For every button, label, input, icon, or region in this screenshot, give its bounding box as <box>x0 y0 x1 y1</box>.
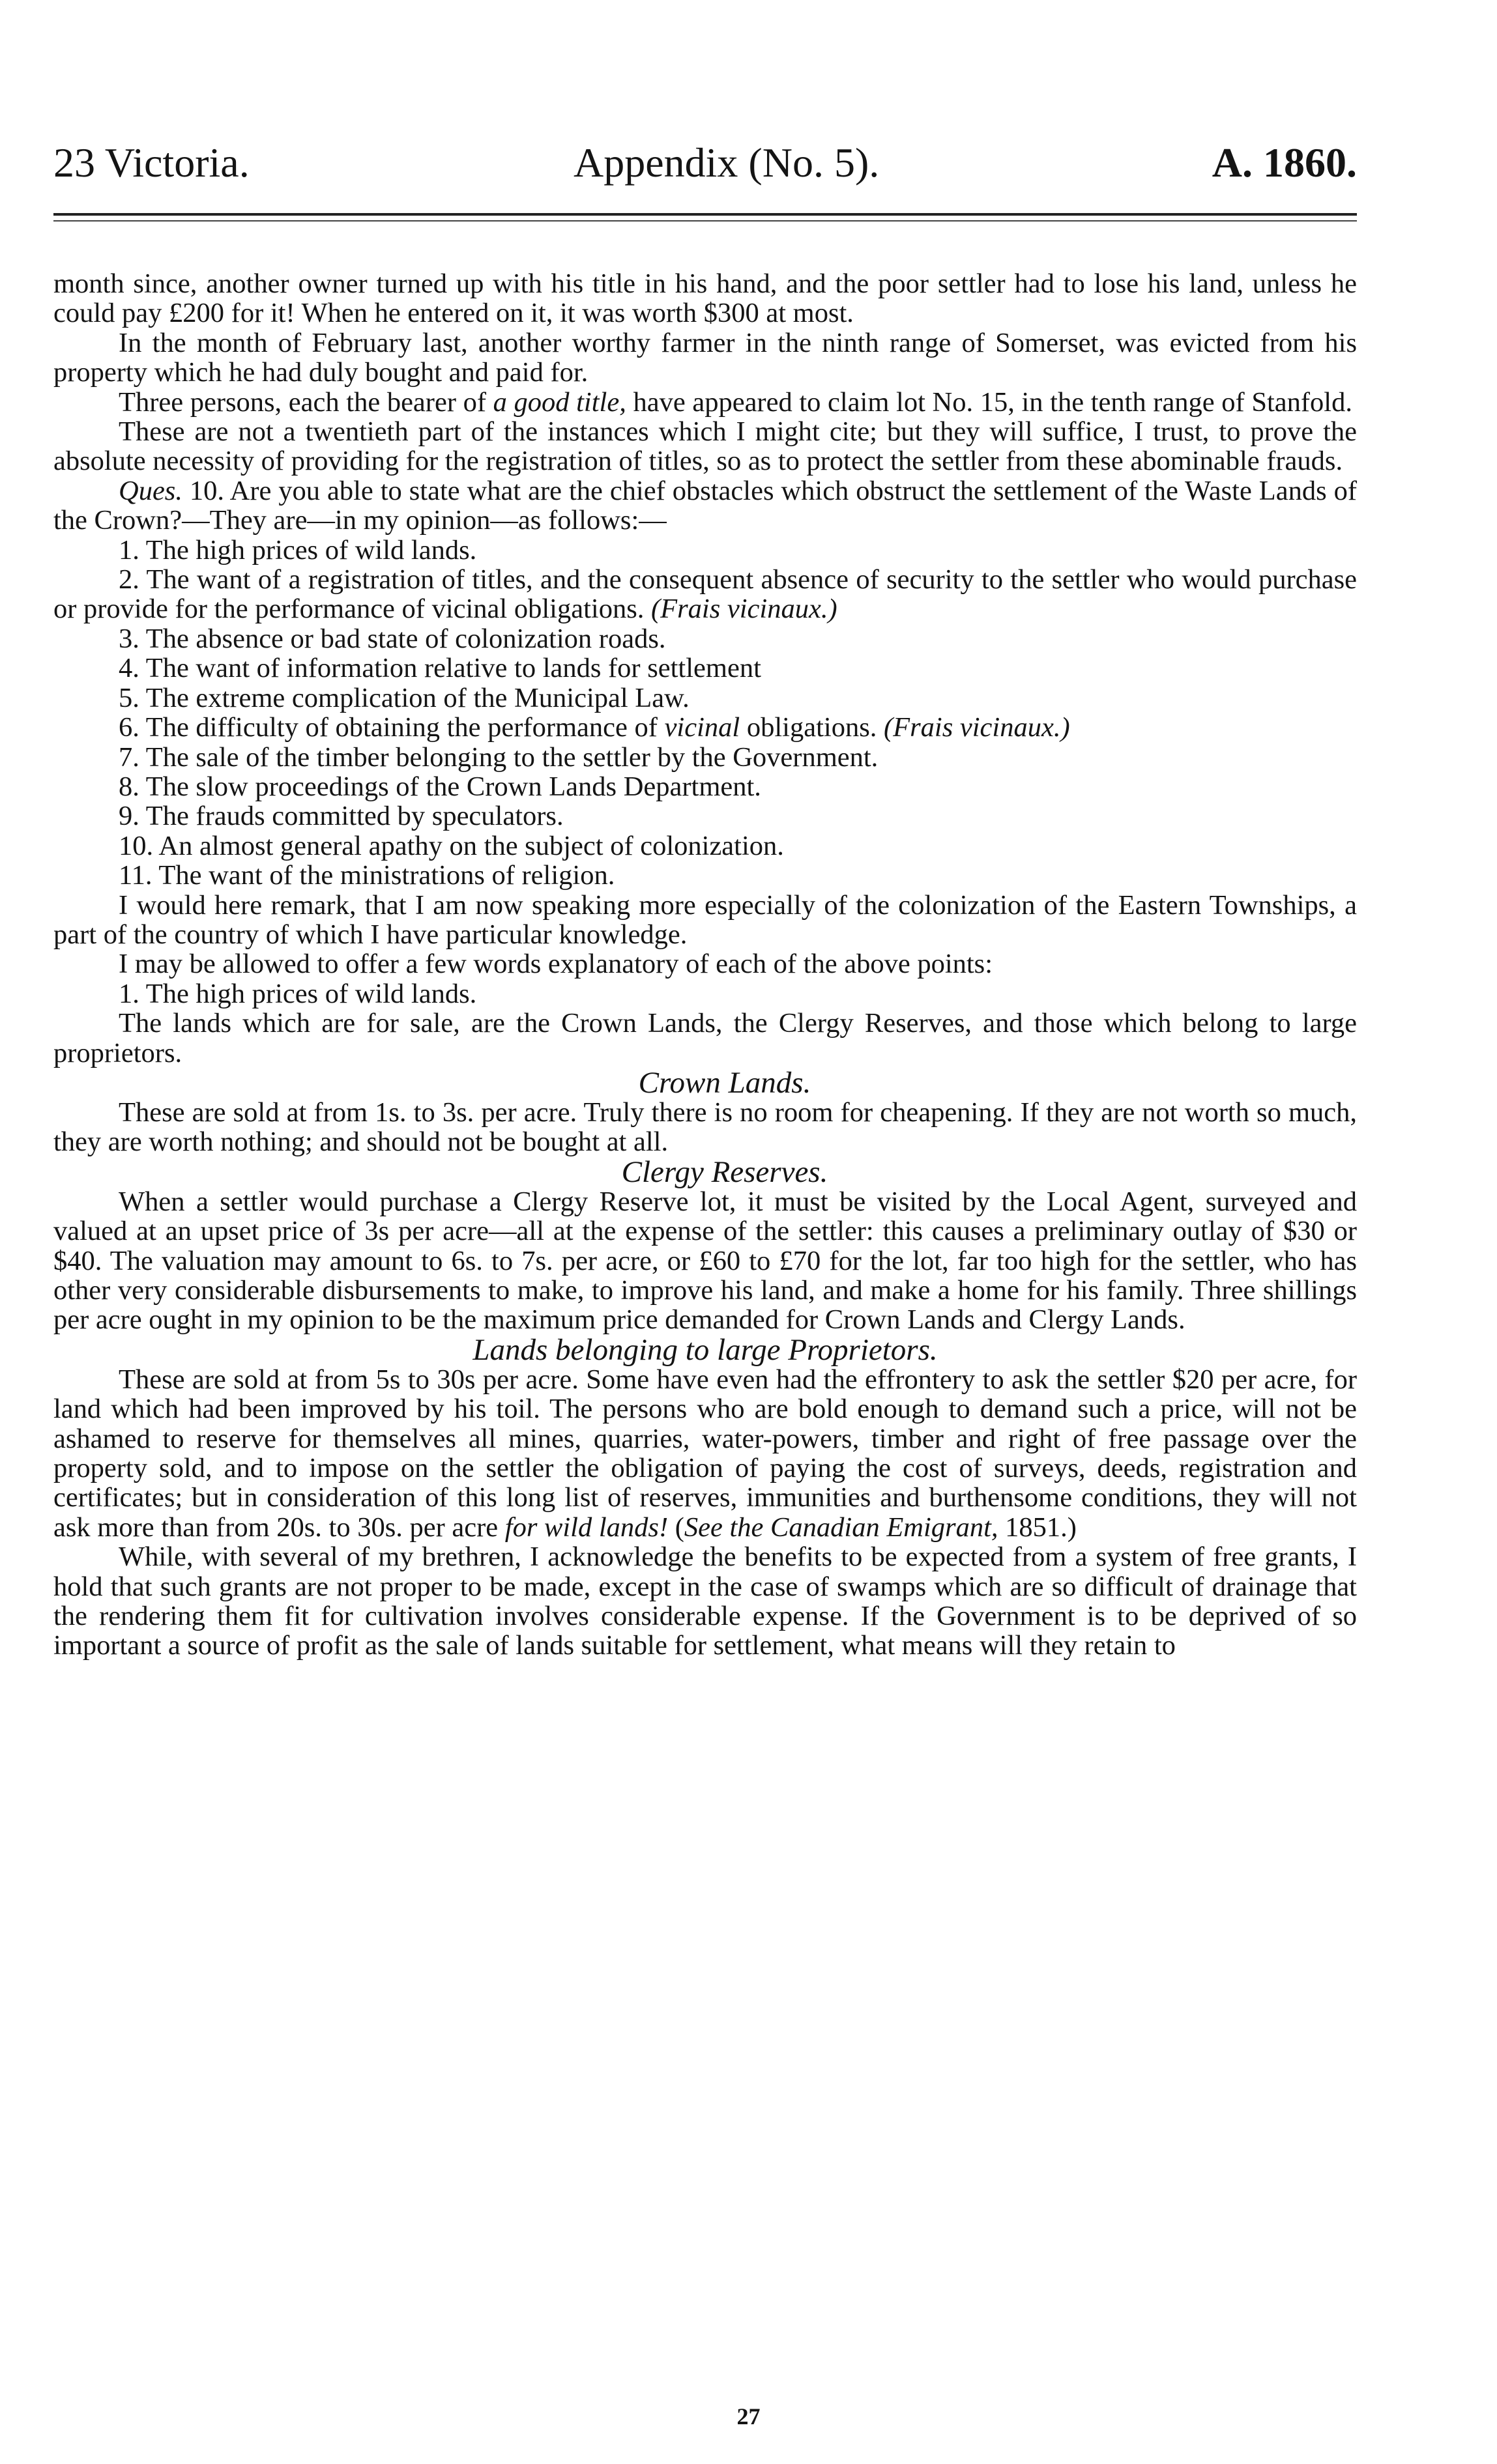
header-rule-thin <box>53 220 1357 222</box>
list-item: 11. The want of the ministrations of religion. <box>119 860 615 891</box>
paragraph: When a settler would purchase a Clergy Reserve lot, it must be visited by the Local Agent, surveyed and valued at an upset price of 3s per acre—all at the expense of the settler: this causes a preliminary outlay of $30 or $40. The valuation may amount to 6s. to 7s. per acre, or £60 to £70 for the lot, far too high for the settler, who has other very considerable disbursements to make, to improve his land, and make a home for his family. Three shillings per acre ought in my opinion to be the maximum price demanded for Crown Lands and Clergy Lands. <box>53 1186 1357 1336</box>
paragraph: The lands which are for sale, are the Crown Lands, the Clergy Reserves, and those which belong to large proprietors. <box>53 1008 1357 1068</box>
page-number: 27 <box>736 2403 761 2429</box>
body-text <box>53 269 1357 1661</box>
paragraph: I would here remark, that I am now speaking more especially of the colonization of the Eastern Townships, a part of the country of which I have particular knowledge. <box>53 889 1357 950</box>
question-label: Ques. <box>119 475 182 506</box>
list-item: 2. The want of a registration of titles, and the consequent absence of security to the settler who would purchase or provide for the performance of vicinal obligations. (Frais vicinaux.) <box>53 564 1357 625</box>
list-item: 5. The extreme complication of the Municipal Law. <box>119 682 690 713</box>
paragraph: I may be allowed to offer a few words explanatory of each of the above points: <box>119 949 993 980</box>
list-item: 8. The slow proceedings of the Crown Lands Department. <box>119 771 761 802</box>
paragraph: Three persons, each the bearer of a good title, have appeared to claim lot No. 15, in the tenth range of Stanfold. <box>119 386 1352 418</box>
header-title: Appendix (No. 5). <box>574 139 880 186</box>
section-heading-crown-lands: Crown Lands. <box>638 1065 811 1100</box>
running-header <box>53 134 1357 192</box>
section-heading-clergy-reserves: Clergy Reserves. <box>621 1154 828 1189</box>
list-item: 7. The sale of the timber belonging to the settler by the Government. <box>119 741 879 773</box>
paragraph: month since, another owner turned up with his title in his hand, and the poor settler had to lose his land, unless he could pay £200 for it! When he entered on it, it was worth $300 at most. <box>53 268 1357 329</box>
question-paragraph: Ques. 10. Are you able to state what are the chief obstacles which obstruct the settlement of the Waste Lands of the Crown?—They are—in my opinion—as follows:— <box>53 475 1357 536</box>
paragraph: While, with several of my brethren, I acknowledge the benefits to be expected from a system of free grants, I hold that such grants are not proper to be made, except in the case of swamps which are so difficult of drainage that the rendering them fit for cultivation involves considerable expense. If the Government is to be deprived of so important a source of profit as the sale of lands suitable for settlement, what means will they retain to <box>53 1541 1357 1661</box>
paragraph: These are sold at from 5s to 30s per acre. Some have even had the effrontery to ask the settler $20 per acre, for land which had been improved by his toil. The persons who are bold enough to demand such a price, will not be ashamed to reserve for themselves all mines, quarries, water-powers, timber and right of free passage over the property sold, and to impose on the settler the obligation of paying the cost of surveys, deeds, registration and certificates; but in consideration of this long list of reserves, immunities and burthensome conditions, they will not ask more than from 20s. to 30s. per acre for wild lands! (See the Canadian Emigrant, 1851.) <box>53 1364 1357 1543</box>
paragraph: These are sold at from 1s. to 3s. per acre. Truly there is no room for cheapening. If they are not worth so much, they are worth nothing; and should not be bought at all. <box>53 1096 1357 1158</box>
list-item: 10. An almost general apathy on the subject of colonization. <box>119 830 784 861</box>
paragraph: These are not a twentieth part of the instances which I might cite; but they will suffice, I trust, to prove the absolute necessity of providing for the registration of titles, so as to protect the settler from these abominable frauds. <box>53 416 1357 477</box>
list-item: 3. The absence or bad state of colonization roads. <box>119 623 666 654</box>
list-item: 1. The high prices of wild lands. <box>119 534 477 566</box>
paragraph: In the month of February last, another worthy farmer in the ninth range of Somerset, was evicted from his property which he had duly bought and paid for. <box>53 327 1357 388</box>
header-rule-thick <box>53 213 1357 216</box>
list-item: 4. The want of information relative to lands for settlement <box>119 653 761 684</box>
paragraph: 1. The high prices of wild lands. <box>119 978 477 1009</box>
list-item: 9. The frauds committed by speculators. <box>119 801 564 832</box>
header-session: 23 Victoria. <box>53 139 250 186</box>
section-heading-large-proprietors: Lands belonging to large Proprietors. <box>472 1332 938 1367</box>
list-item: 6. The difficulty of obtaining the performance of vicinal obligations. (Frais vicinaux.) <box>119 712 1070 743</box>
header-year: A. 1860. <box>1212 139 1357 186</box>
